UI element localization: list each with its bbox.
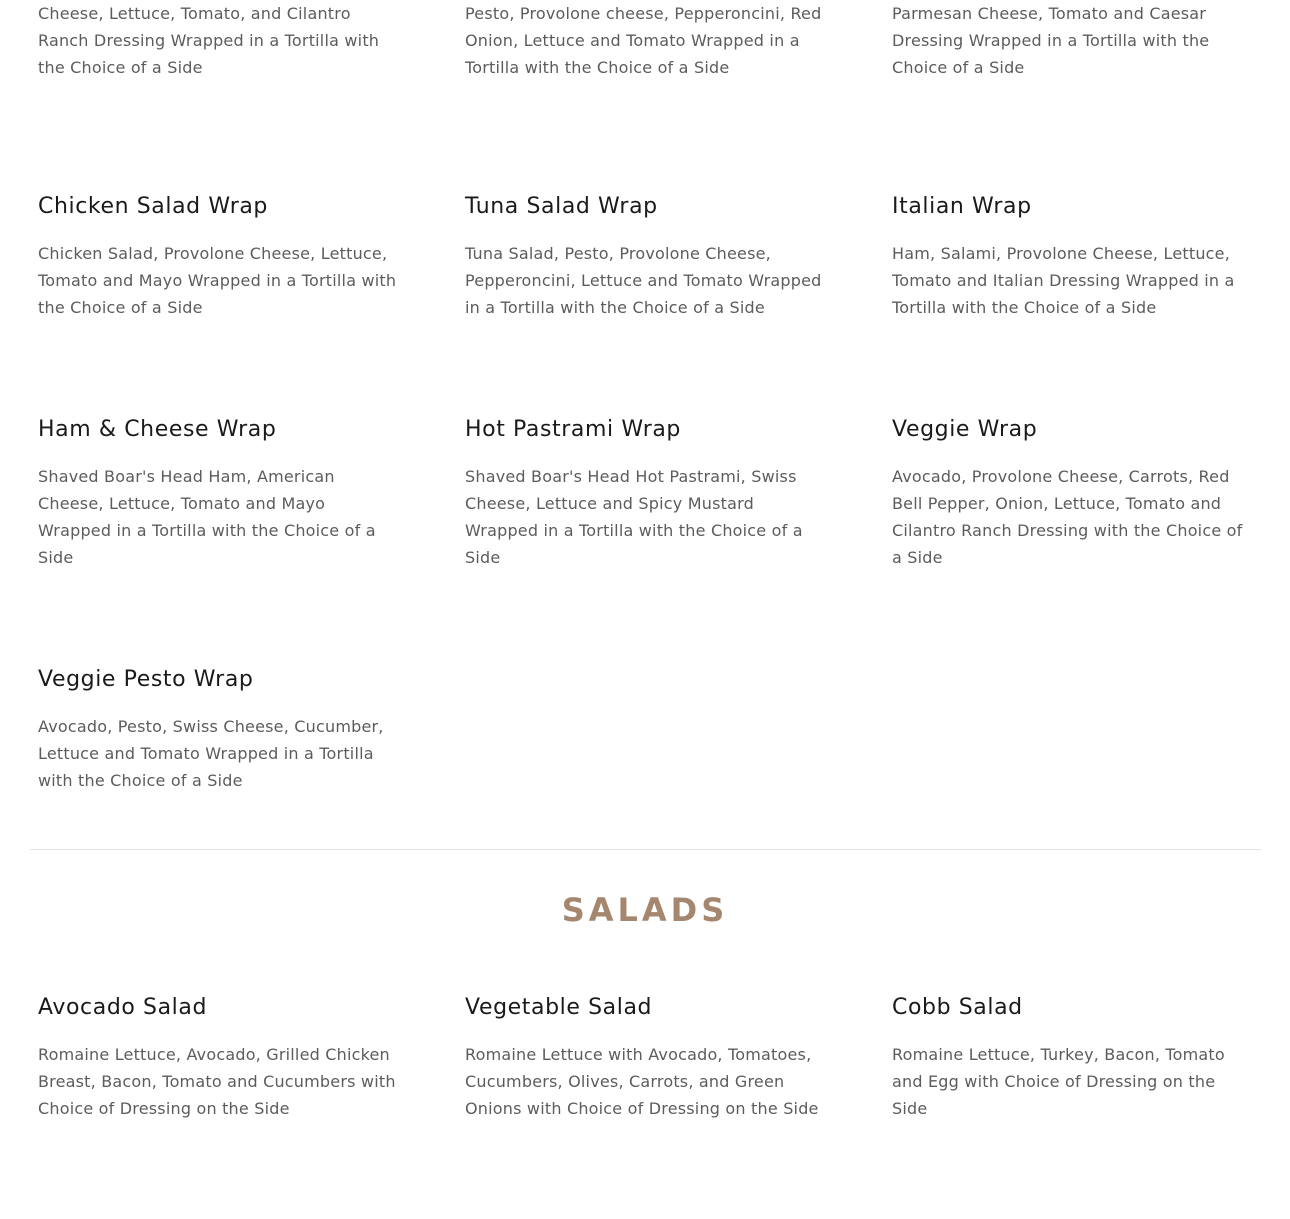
menu-item-description: Romaine Lettuce, Avocado, Grilled Chicken Breast, Bacon, Tomato and Cucumbers with Choice of Dressing on the Side (38, 1045, 396, 1118)
menu-item-title: Chicken Salad Wrap (38, 194, 268, 219)
section-divider (30, 849, 1261, 850)
menu-item-description: Cheese, Lettuce, Tomato, and Cilantro Ranch Dressing Wrapped in a Tortilla with the Choice of a Side (38, 4, 380, 77)
menu-item-description: Pesto, Provolone cheese, Pepperoncini, Red Onion, Lettuce and Tomato Wrapped in a Tortilla with the Choice of a Side (465, 4, 822, 77)
menu-item (892, 415, 1252, 571)
menu-item (38, 993, 398, 1122)
menu-item (892, 993, 1252, 1122)
menu-item (465, 415, 825, 571)
menu-item (38, 415, 398, 571)
menu-item (892, 192, 1252, 321)
menu-item (465, 0, 825, 81)
menu-item-title: Veggie Pesto Wrap (38, 667, 254, 692)
menu-item-title: Italian Wrap (892, 194, 1032, 219)
menu-item-title: Avocado Salad (38, 995, 208, 1020)
menu-item-description: Ham, Salami, Provolone Cheese, Lettuce, Tomato and Italian Dressing Wrapped in a Tortilla with the Choice of a Side (892, 244, 1235, 317)
menu-item (38, 0, 398, 81)
menu-item (38, 192, 398, 321)
menu-item-description: Romaine Lettuce with Avocado, Tomatoes, Cucumbers, Olives, Carrots, and Green Onions with Choice of Dressing on the Side (465, 1045, 819, 1118)
menu-item (892, 0, 1252, 81)
menu-item-description: Chicken Salad, Provolone Cheese, Lettuce, Tomato and Mayo Wrapped in a Tortilla with the Choice of a Side (38, 244, 397, 317)
menu-item-description: Avocado, Provolone Cheese, Carrots, Red Bell Pepper, Onion, Lettuce, Tomato and Cilantro Ranch Dressing with the Choice of a Side (892, 467, 1243, 567)
menu-item-title: Hot Pastrami Wrap (465, 417, 681, 442)
menu-item-description: Avocado, Pesto, Swiss Cheese, Cucumber, Lettuce and Tomato Wrapped in a Tortilla with the Choice of a Side (38, 717, 384, 790)
menu-item (38, 665, 398, 794)
menu-item-description: Shaved Boar's Head Ham, American Cheese, Lettuce, Tomato and Mayo Wrapped in a Tortilla with the Choice of a Side (38, 467, 376, 567)
menu-item-title: Vegetable Salad (465, 995, 653, 1020)
menu-item-title: Ham & Cheese Wrap (38, 417, 277, 442)
menu-item (465, 192, 825, 321)
menu-item-title: Cobb Salad (892, 995, 1023, 1020)
menu-item-title: Veggie Wrap (892, 417, 1038, 442)
section-title-salads: SALADS (561, 891, 729, 929)
menu-item-description: Shaved Boar's Head Hot Pastrami, Swiss Cheese, Lettuce and Spicy Mustard Wrapped in a Tortilla with the Choice of a Side (465, 467, 803, 567)
menu-item (465, 993, 825, 1122)
menu-item-title: Tuna Salad Wrap (465, 194, 658, 219)
menu-item-description: Parmesan Cheese, Tomato and Caesar Dressing Wrapped in a Tortilla with the Choice of a Side (892, 4, 1210, 77)
menu-item-description: Tuna Salad, Pesto, Provolone Cheese, Pepperoncini, Lettuce and Tomato Wrapped in a Tortilla with the Choice of a Side (465, 244, 822, 317)
menu-item-description: Romaine Lettuce, Turkey, Bacon, Tomato and Egg with Choice of Dressing on the Side (892, 1045, 1225, 1118)
